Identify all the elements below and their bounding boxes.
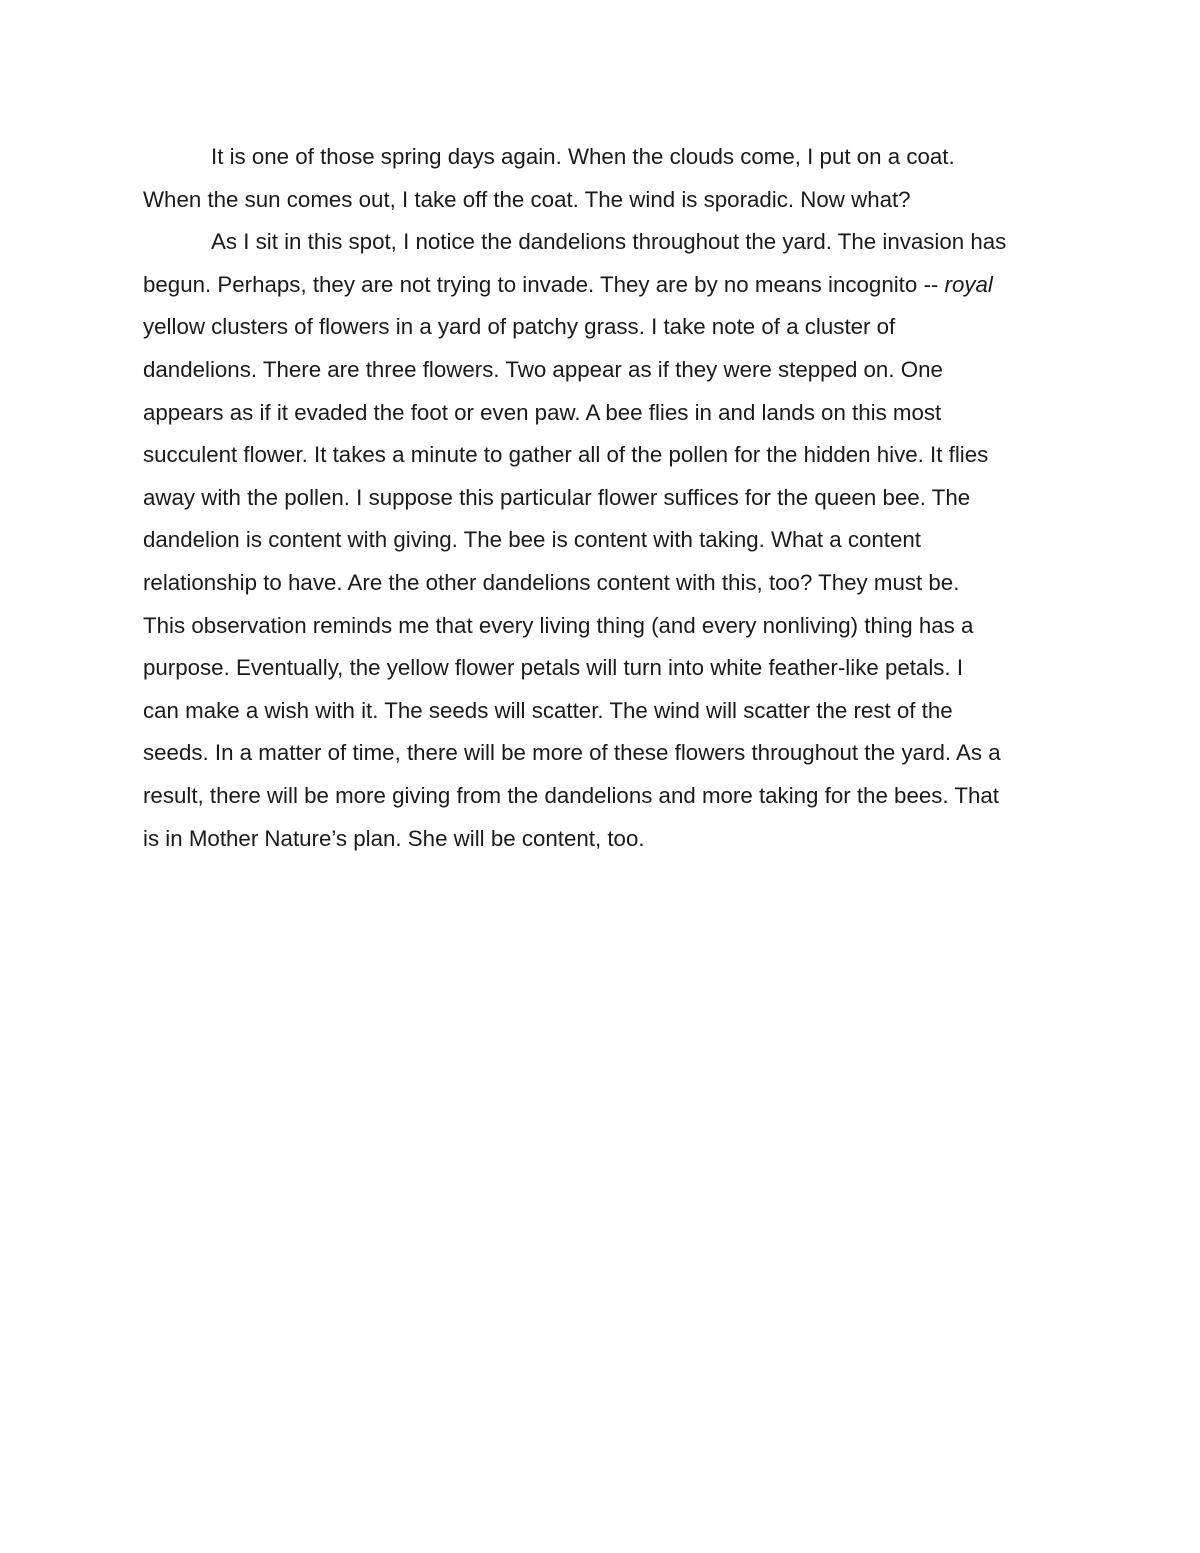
- text-line: can make a wish with it. The seeds will scatter. The wind will scatter the rest of the: [143, 697, 953, 723]
- text-line: This observation reminds me that every living thing (and every nonliving) thing has a: [143, 612, 974, 638]
- paragraph-2: [143, 221, 1093, 860]
- italic-word: royal: [944, 271, 993, 297]
- text-line: is in Mother Nature’s plan. She will be content, too.: [143, 825, 645, 851]
- text-line: relationship to have. Are the other dandelions content with this, too? They must be.: [143, 569, 960, 595]
- text-line: succulent flower. It takes a minute to gather all of the pollen for the hidden hive. It flies: [143, 442, 989, 468]
- text-line: dandelions. There are three flowers. Two appear as if they were stepped on. One: [143, 356, 943, 382]
- text-line: When the sun comes out, I take off the coat. The wind is sporadic. Now what?: [143, 186, 911, 212]
- text-span: begun. Perhaps, they are not trying to invade. They are by no means incognito --: [143, 271, 945, 297]
- text-line: It is one of those spring days again. When the clouds come, I put on a coat.: [211, 144, 955, 169]
- text-line: appears as if it evaded the foot or even paw. A bee flies in and lands on this most: [143, 399, 942, 425]
- text-line: As I sit in this spot, I notice the dandelions throughout the yard. The invasion has: [211, 229, 1007, 255]
- paragraph-1: [143, 136, 1093, 221]
- text-line: purpose. Eventually, the yellow flower petals will turn into white feather-like petals. I: [143, 655, 964, 681]
- text-line: result, there will be more giving from the dandelions and more taking for the bees. That: [143, 782, 1000, 808]
- document-body: [143, 136, 1093, 860]
- text-line: [143, 264, 1093, 307]
- text-line: away with the pollen. I suppose this particular flower suffices for the queen bee. The: [143, 484, 971, 510]
- text-line: seeds. In a matter of time, there will be more of these flowers throughout the yard. As a: [143, 740, 1001, 766]
- text-line: yellow clusters of flowers in a yard of patchy grass. I take note of a cluster of: [143, 314, 896, 340]
- text-line: dandelion is content with giving. The bee is content with taking. What a content: [143, 527, 921, 553]
